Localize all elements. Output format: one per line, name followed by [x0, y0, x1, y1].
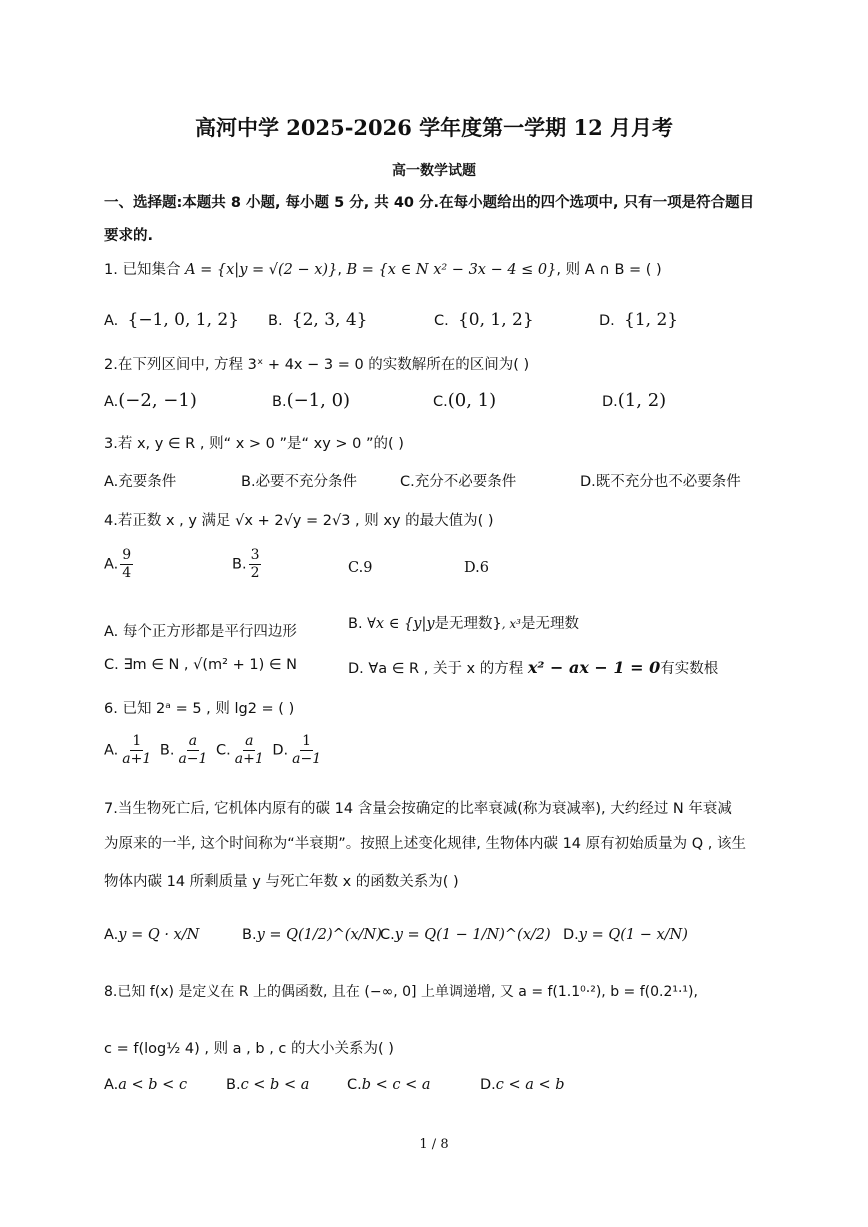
page-number: 1 / 8: [419, 1137, 449, 1152]
q1-set-b: B = {x ∈ N x² − 3x − 4 ≤ 0}: [346, 262, 557, 278]
q8-option-a: A.a < b < c: [104, 1077, 188, 1093]
q5-option-c: C. ∃m ∈ N , √(m² + 1) ∈ N: [104, 657, 297, 673]
exam-title: 高河中学 2025-2026 学年度第一学期 12 月月考: [194, 115, 674, 140]
q4-option-c: C.9: [348, 560, 373, 576]
q1-option-c: C. {0, 1, 2}: [434, 310, 534, 330]
q1-option-d: D. {1, 2}: [599, 310, 679, 330]
question-8-line-2: c = f(log½ 4) , 则 a , b , c 的大小关系为( ): [104, 1041, 394, 1057]
question-3-stem: 3.若 x, y ∈ R , 则“ x > 0 ”是“ xy > 0 ”的( ): [104, 436, 404, 452]
q8-option-d: D.c < a < b: [480, 1077, 565, 1093]
section-heading: 一、选择题:本题共 8 小题, 每小题 5 分, 共 40 分.在每小题给出的四个选项中, 只有一项是符合题目要求的.: [104, 195, 755, 244]
question-2-stem: 2.在下列区间中, 方程 3ˣ + 4x − 3 = 0 的实数解所在的区间为( ): [104, 357, 530, 373]
q3-option-a: A.充要条件: [104, 474, 177, 490]
q5-option-b: B. ∀x ∈ {y|y是无理数}, x³是无理数: [348, 616, 579, 632]
q3-option-c: C.充分不必要条件: [400, 474, 517, 490]
q3-option-b: B.必要不充分条件: [241, 474, 358, 490]
q7-option-d: D.y = Q(1 − x/N): [563, 927, 688, 943]
q5-option-d: D. ∀a ∈ R , 关于 x 的方程 x² − ax − 1 = 0有实数根: [348, 658, 719, 677]
question-8-line-1: 8.已知 f(x) 是定义在 R 上的偶函数, 且在 (−∞, 0] 上单调递增, 又 a = f(1.1⁰·²), b = f(0.2¹·¹),: [104, 984, 698, 1000]
q2-option-b: B.(−1, 0): [272, 390, 351, 411]
q7-option-a: A.y = Q · x/N: [104, 927, 200, 943]
q1-suffix: , 则 A ∩ B = ( ): [556, 262, 662, 278]
q8-option-c: C.b < c < a: [347, 1077, 431, 1093]
question-7-line-1: 7.当生物死亡后, 它机体内原有的碳 14 含量会按确定的比率衰减(称为衰减率), 大约经过 N 年衰减: [104, 801, 732, 817]
question-6-stem: 6. 已知 2ᵃ = 5 , 则 lg2 = ( ): [104, 701, 295, 717]
q7-option-b: B.y = Q(1/2)^(x/N): [242, 927, 382, 943]
q2-option-a: A.(−2, −1): [104, 390, 197, 411]
q2-option-c: C.(0, 1): [433, 390, 497, 411]
question-1-stem: 1. 已知集合 A = {x|y = √(2 − x)}, B = {x ∈ N x² − 3x − 4 ≤ 0}, 则 A ∩ B = ( ): [104, 262, 662, 278]
question-7-line-2: 为原来的一半, 这个时间称为“半衰期”。按照上述变化规律, 生物体内碳 14 原有初始质量为 Q , 该生: [104, 836, 746, 852]
q3-option-d: D.既不充分也不必要条件: [580, 474, 741, 490]
q4-option-b: B. $\frac{3}{2}$: [232, 547, 260, 581]
q5-option-a: A. 每个正方形都是平行四边形: [104, 624, 297, 640]
q8-option-b: B.c < b < a: [226, 1077, 310, 1093]
q1-set-a: A = {x|y = √(2 − x)}: [185, 262, 338, 278]
q4-option-a: A. $\frac{9}{4}$: [104, 547, 132, 581]
q2-option-d: D.(1, 2): [602, 390, 667, 411]
q7-option-c: C.y = Q(1 − 1/N)^(x/2): [380, 927, 551, 943]
question-4-stem: 4.若正数 x , y 满足 √x + 2√y = 2√3 , 则 xy 的最大值为( ): [104, 513, 494, 529]
q1-prefix: 1. 已知集合: [104, 262, 181, 278]
q4-option-d: D.6: [464, 560, 489, 576]
question-7-line-3: 物体内碳 14 所剩质量 y 与死亡年数 x 的函数关系为( ): [104, 874, 459, 890]
exam-subtitle: 高一数学试题: [392, 163, 476, 179]
q1-option-b: B. {2, 3, 4}: [268, 310, 368, 330]
q6-options: A. $\frac{1}{a+1}$ B. $\frac{a}{a-1}$ C. $\frac{a}{a+1}$ D. $\frac{1}{a-1}$: [104, 733, 322, 767]
q1-option-a: A. {−1, 0, 1, 2}: [104, 310, 240, 330]
